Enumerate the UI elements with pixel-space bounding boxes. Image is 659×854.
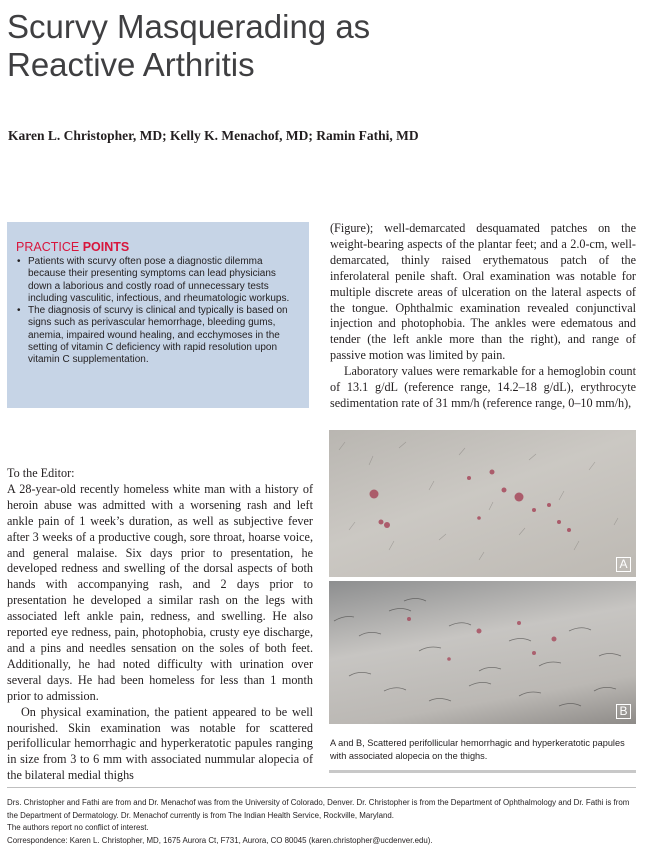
practice-point-item	[16, 305, 301, 366]
figure-panel-a-photo	[329, 430, 636, 577]
practice-point-text: Patients with scurvy often pose a diagnostic dilemma because their presenting symptoms can lead physicians down a laborious and costly road of unnecessary tests including vasculitic, infectious, and rheumatologic workups.	[28, 256, 290, 304]
skin-photo-a-illustration	[329, 430, 636, 577]
left-paragraph-2: On physical examination, the patient appeared to be well nourished. Skin examination was notable for scattered perifollicular hemorrhagic and hyperkeratotic papules ranging in size from 3 to 6 mm with associated nummular alopecia of the bilateral medial thighs	[7, 704, 313, 783]
practice-point-text: The diagnosis of scurvy is clinical and typically is based on signs such as perivascular hemorrhage, bleeding gums, anemia, impaired wound healing, and ecchymoses in the setting of vitamin C deficiency with rapid resolution upon vitamin C supplementation.	[28, 305, 288, 366]
practice-points-box	[7, 222, 309, 408]
salutation: To the Editor:	[7, 466, 75, 480]
right-paragraph-1: (Figure); well-demarcated desquamated patches on the weight-bearing aspects of the plantar feet; and a 2.0-cm, well-demarcated, thinly raised erythematous patch of the inferolateral penile shaft. Oral examination was notable for multiple discrete areas of ulceration on the lateral aspects of the tongue. Ophthalmic examination revealed conjunctival injection and photophobia. The ankles were edematous and tender (the left ankle more than the right), and range of passive motion was limited by pain.	[330, 221, 636, 363]
author-list: Karen L. Christopher, MD; Kelly K. Menachof, MD; Ramin Fathi, MD	[8, 128, 419, 143]
practice-points-heading	[16, 240, 301, 255]
article-title-line-1: Scurvy Masquerading as	[7, 8, 371, 45]
right-paragraph-2: Laboratory values were remarkable for a hemoglobin count of 13.1 g/dL (reference range, 14.2–18 g/dL), erythrocyte sedimentation rate of 31 mm/h (reference range, 0–10 mm/h),	[330, 364, 636, 410]
footnote-correspondence: Correspondence: Karen L. Christopher, MD, 1675 Aurora Ct, F731, Aurora, CO 80045 (karen.christopher@ucdenver.edu).	[7, 835, 433, 845]
practice-points-heading-light: PRACTICE	[16, 240, 83, 254]
figure-panel-b-photo	[329, 581, 636, 724]
practice-point-item	[16, 256, 301, 305]
practice-points-heading-bold: POINTS	[82, 240, 130, 254]
footnote	[7, 797, 639, 847]
footnote-disclosure: The authors report no conflict of interest.	[7, 823, 149, 832]
bullet-icon: •	[17, 305, 21, 317]
practice-points-list	[16, 256, 301, 367]
left-column-text	[7, 466, 313, 784]
left-paragraph-1: A 28-year-old recently homeless white man with a history of heroin abuse was admitted with a worsening rash and left ankle pain of 1 week’s duration, as well as subjective fever after 3 weeks of a productive cough, sore throat, hoarse voice, and general malaise. Six days prior to presentation, he developed redness and swelling of the dorsal aspects of both hands with accompanying rash, and 2 days prior to presentation he developed a similar rash on the legs with associated left ankle pain, redness, and swelling. He also reported eye redness, pain, photophobia, crusty eye discharge, and a pins and needles sensation on the soles of both feet. Additionally, he had noted difficulty with urination over several days. He had been homeless for less than 1 month prior to admission.	[7, 481, 313, 703]
panel-a-label: A	[616, 557, 631, 572]
article-title	[7, 8, 627, 84]
article-title-line-2: Reactive Arthritis	[7, 46, 255, 83]
bullet-icon: •	[17, 256, 21, 267]
panel-b-label: B	[616, 704, 631, 719]
right-column-text	[330, 221, 636, 412]
footnote-affiliations: Drs. Christopher and Fathi are from and Dr. Menachof was from the University of Colorado, Denver. Dr. Christopher is from the Department of Ophthalmology and Dr. Fathi is from the Department of Dermatology. Dr. Menachof currently is from The Indian Health Service, Rockville, Maryland.	[7, 798, 630, 820]
footnote-divider	[7, 787, 636, 788]
skin-photo-b-illustration	[329, 581, 636, 724]
figure-divider	[329, 770, 636, 773]
figure-caption: A and B, Scattered perifollicular hemorrhagic and hyperkeratotic papules with associated alopecia on the thighs.	[330, 738, 625, 761]
